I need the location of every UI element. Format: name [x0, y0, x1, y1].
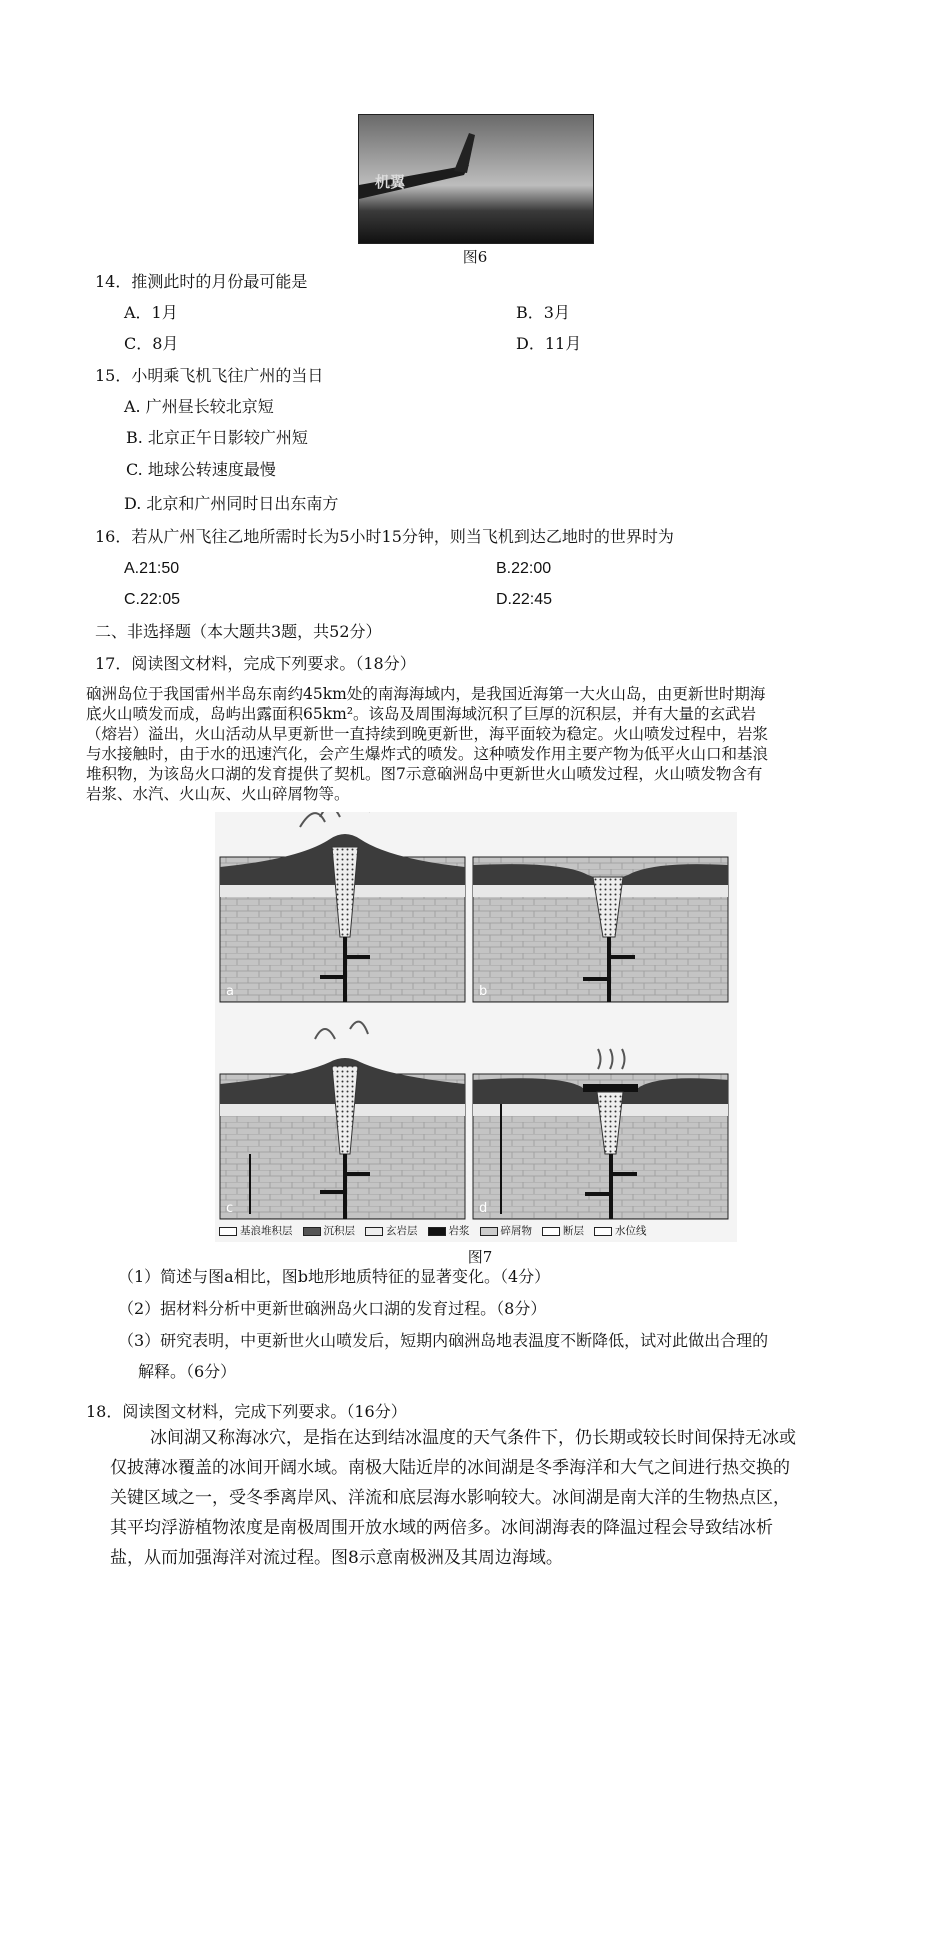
- q14-option-c[interactable]: C．8月: [124, 334, 179, 353]
- section-2-title: 二、非选择题（本大题共3题，共52分）: [95, 622, 382, 641]
- panel-d: [473, 1049, 728, 1219]
- panel-b: [473, 857, 728, 1002]
- q18-passage: [110, 1423, 866, 1573]
- legend-item: 水位线: [594, 1224, 647, 1238]
- q14-stem: 14．推测此时的月份最可能是: [95, 272, 308, 291]
- q17-passage-line: 与水接触时，由于水的迅速汽化，会产生爆炸式的喷发。这种喷发作用主要产物为低平火山口和基浪: [86, 745, 769, 763]
- photo-label: 机翼: [375, 173, 406, 191]
- q17-passage-line: 底火山喷发而成，岛屿出露面积65km²。该岛及周围海域沉积了巨厚的沉积层，并有大量的玄武岩: [86, 705, 757, 723]
- q16-stem: 16．若从广州飞往乙地所需时长为5小时15分钟，则当飞机到达乙地时的世界时为: [95, 527, 674, 546]
- q16-option-b[interactable]: B.22:00: [496, 560, 552, 577]
- q17-passage-line: 堆积物，为该岛火口湖的发育提供了契机。图7示意硇洲岛中更新世火山喷发过程，火山喷发物含有: [86, 765, 763, 783]
- legend-item: 基浪堆积层: [219, 1224, 293, 1238]
- q15-option-a[interactable]: A. 广州昼长较北京短: [124, 397, 274, 416]
- q16-option-c[interactable]: C.22:05: [124, 591, 181, 608]
- figure-7: [215, 812, 737, 1242]
- figure-7-caption: 图7: [467, 1248, 493, 1266]
- panel-label-c: c: [226, 1201, 234, 1216]
- q18-passage-line: 关键区域之一，受冬季离岸风、洋流和底层海水影响较大。冰间湖是南大洋的生物热点区，: [110, 1488, 790, 1508]
- q18-stem: 18．阅读图文材料，完成下列要求。（16分）: [86, 1402, 407, 1421]
- q17-sub-1: （1）简述与图a相比，图b地形地质特征的显著变化。（4分）: [118, 1267, 551, 1286]
- panel-c: [220, 1022, 465, 1219]
- q17-passage: [86, 684, 866, 804]
- q17-passage-line: 岩浆、水汽、火山灰、火山碎屑物等。: [86, 785, 350, 803]
- legend-item: 沉积层: [303, 1224, 356, 1238]
- q15-option-b[interactable]: B. 北京正午日影较广州短: [126, 428, 308, 447]
- q15-option-c[interactable]: C. 地球公转速度最慢: [126, 460, 276, 479]
- q17-stem: 17．阅读图文材料，完成下列要求。（18分）: [95, 654, 416, 673]
- q17-sub-3-cont: 解释。（6分）: [138, 1362, 237, 1381]
- q15-option-d[interactable]: D. 北京和广州同时日出东南方: [124, 494, 339, 513]
- panel-label-b: b: [479, 984, 488, 999]
- q17-passage-line: 硇洲岛位于我国雷州半岛东南约45km处的南海海域内，是我国近海第一大火山岛，由更新世时期海: [86, 685, 766, 703]
- q14-option-a[interactable]: A．1月: [124, 303, 178, 322]
- figure-7-legend: [219, 1224, 647, 1238]
- q18-passage-line: 仅披薄冰覆盖的冰间开阔水域。南极大陆近岸的冰间湖是冬季海洋和大气之间进行热交换的: [110, 1458, 790, 1478]
- legend-item: 岩浆: [428, 1224, 470, 1238]
- panel-label-a: a: [226, 984, 234, 999]
- q14-option-b[interactable]: B．3月: [516, 303, 570, 322]
- legend-item: 断层: [542, 1224, 584, 1238]
- q17-sub-3: （3）研究表明，中更新世火山喷发后，短期内硇洲岛地表温度不断降低，试对此做出合理的: [118, 1331, 769, 1350]
- q18-passage-line: 冰间湖又称海冰穴，是指在达到结冰温度的天气条件下，仍长期或较长时间保持无冰或: [150, 1428, 796, 1448]
- panel-a: [220, 812, 465, 1002]
- q14-option-d[interactable]: D．11月: [516, 334, 582, 353]
- legend-item: 碎屑物: [480, 1224, 533, 1238]
- q18-passage-line: 盐，从而加强海洋对流过程。图8示意南极洲及其周边海域。: [110, 1548, 563, 1568]
- q16-option-d[interactable]: D.22:45: [496, 591, 553, 608]
- q17-sub-2: （2）据材料分析中更新世硇洲岛火口湖的发育过程。（8分）: [118, 1299, 547, 1318]
- figure-6-caption: 图6: [462, 248, 488, 266]
- q17-passage-line: （熔岩）溢出，火山活动从早更新世一直持续到晚更新世，海平面较为稳定。火山喷发过程中，岩浆: [86, 725, 769, 743]
- q18-passage-line: 其平均浮游植物浓度是南极周围开放水域的两倍多。冰间湖海表的降温过程会导致结冰析: [110, 1518, 773, 1538]
- figure-6-photo: [358, 114, 594, 244]
- q15-stem: 15．小明乘飞机飞往广州的当日: [95, 366, 324, 385]
- q16-option-a[interactable]: A.21:50: [124, 560, 180, 577]
- volcano-cross-sections: [215, 812, 737, 1242]
- panel-label-d: d: [479, 1201, 488, 1216]
- legend-item: 玄岩层: [365, 1224, 418, 1238]
